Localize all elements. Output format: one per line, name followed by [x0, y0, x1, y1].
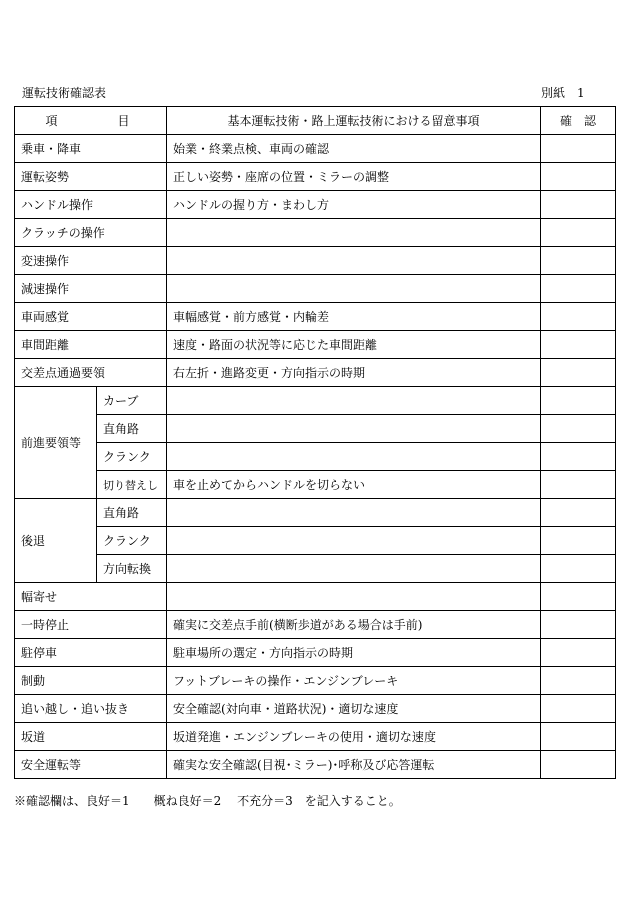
table-row — [15, 415, 616, 443]
table-row — [15, 359, 616, 387]
note-cell: 右左折・進路変更・方向指示の時期 — [167, 359, 541, 387]
confirm-cell[interactable] — [541, 555, 616, 583]
table-row — [15, 499, 616, 527]
table-row — [15, 219, 616, 247]
table-row — [15, 387, 616, 415]
column-header-item: 項 目 — [15, 107, 167, 135]
sub-item-cell: 切り替えし — [97, 471, 167, 499]
sub-item-cell: クランク — [97, 443, 167, 471]
table-row — [15, 163, 616, 191]
group-label-cell: 後退 — [15, 499, 97, 583]
confirm-cell[interactable] — [541, 471, 616, 499]
note-cell — [167, 527, 541, 555]
confirm-cell[interactable] — [541, 639, 616, 667]
confirm-cell[interactable] — [541, 191, 616, 219]
table-row — [15, 611, 616, 639]
table-row — [15, 527, 616, 555]
table-row — [15, 443, 616, 471]
item-cell: 安全運転等 — [15, 751, 167, 779]
confirm-cell[interactable] — [541, 387, 616, 415]
confirm-cell[interactable] — [541, 667, 616, 695]
confirm-cell[interactable] — [541, 611, 616, 639]
driving-skill-checklist-table — [14, 106, 616, 779]
confirm-cell[interactable] — [541, 247, 616, 275]
note-cell — [167, 387, 541, 415]
column-header-confirm: 確 認 — [541, 107, 616, 135]
item-cell: 車間距離 — [15, 331, 167, 359]
item-cell: 幅寄せ — [15, 583, 167, 611]
item-cell: 乗車・降車 — [15, 135, 167, 163]
item-cell: 駐停車 — [15, 639, 167, 667]
confirm-cell[interactable] — [541, 751, 616, 779]
note-cell: 車幅感覚・前方感覚・内輪差 — [167, 303, 541, 331]
item-cell: 車両感覚 — [15, 303, 167, 331]
confirm-cell[interactable] — [541, 695, 616, 723]
table-row — [15, 303, 616, 331]
table-row — [15, 471, 616, 499]
confirm-cell[interactable] — [541, 135, 616, 163]
confirm-cell[interactable] — [541, 163, 616, 191]
confirm-cell[interactable] — [541, 527, 616, 555]
sub-item-cell: 直角路 — [97, 499, 167, 527]
note-cell: 確実に交差点手前(横断歩道がある場合は手前) — [167, 611, 541, 639]
note-cell — [167, 219, 541, 247]
item-cell: ハンドル操作 — [15, 191, 167, 219]
note-cell: 確実な安全確認(目視･ミラー)･呼称及び応答運転 — [167, 751, 541, 779]
table-row — [15, 135, 616, 163]
table-row — [15, 247, 616, 275]
note-cell: 正しい姿勢・座席の位置・ミラーの調整 — [167, 163, 541, 191]
sub-item-cell: カーブ — [97, 387, 167, 415]
item-cell: 運転姿勢 — [15, 163, 167, 191]
item-cell: 変速操作 — [15, 247, 167, 275]
confirm-cell[interactable] — [541, 723, 616, 751]
table-row — [15, 751, 616, 779]
confirm-cell[interactable] — [541, 415, 616, 443]
table-header-row — [15, 107, 616, 135]
table-row — [15, 723, 616, 751]
item-cell: 制動 — [15, 667, 167, 695]
table-row — [15, 583, 616, 611]
confirm-cell[interactable] — [541, 443, 616, 471]
confirm-cell[interactable] — [541, 219, 616, 247]
note-cell — [167, 583, 541, 611]
confirm-cell[interactable] — [541, 359, 616, 387]
table-row — [15, 639, 616, 667]
confirm-cell[interactable] — [541, 275, 616, 303]
item-cell: 追い越し・追い抜き — [15, 695, 167, 723]
note-cell: 坂道発進・エンジンブレーキの使用・適切な速度 — [167, 723, 541, 751]
confirm-cell[interactable] — [541, 499, 616, 527]
table-row — [15, 191, 616, 219]
confirm-cell[interactable] — [541, 583, 616, 611]
note-cell — [167, 555, 541, 583]
sub-item-cell: 直角路 — [97, 415, 167, 443]
item-cell: クラッチの操作 — [15, 219, 167, 247]
table-row — [15, 555, 616, 583]
annex-label: 別紙 1 — [541, 86, 585, 100]
note-cell: 速度・路面の状況等に応じた車間距離 — [167, 331, 541, 359]
note-cell — [167, 499, 541, 527]
note-cell: 駐車場所の選定・方向指示の時期 — [167, 639, 541, 667]
item-cell: 交差点通過要領 — [15, 359, 167, 387]
column-header-note: 基本運転技術・路上運転技術における留意事項 — [167, 107, 541, 135]
form-title: 運転技術確認表 — [22, 86, 107, 100]
note-cell: 始業・終業点検、車両の確認 — [167, 135, 541, 163]
sub-item-cell: クランク — [97, 527, 167, 555]
item-cell: 減速操作 — [15, 275, 167, 303]
item-cell: 坂道 — [15, 723, 167, 751]
table-row — [15, 667, 616, 695]
note-cell: ハンドルの握り方・まわし方 — [167, 191, 541, 219]
note-cell: 車を止めてからハンドルを切らない — [167, 471, 541, 499]
table-row — [15, 275, 616, 303]
confirm-cell[interactable] — [541, 331, 616, 359]
group-label-cell: 前進要領等 — [15, 387, 97, 499]
table-row — [15, 331, 616, 359]
footnote: ※確認欄は、良好＝1 概ね良好＝2 不充分＝3 を記入すること。 — [14, 794, 401, 808]
note-cell — [167, 247, 541, 275]
note-cell — [167, 275, 541, 303]
table-row — [15, 695, 616, 723]
sub-item-cell: 方向転換 — [97, 555, 167, 583]
note-cell — [167, 443, 541, 471]
note-cell — [167, 415, 541, 443]
item-cell: 一時停止 — [15, 611, 167, 639]
confirm-cell[interactable] — [541, 303, 616, 331]
note-cell: 安全確認(対向車・道路状況)・適切な速度 — [167, 695, 541, 723]
note-cell: フットブレーキの操作・エンジンブレーキ — [167, 667, 541, 695]
